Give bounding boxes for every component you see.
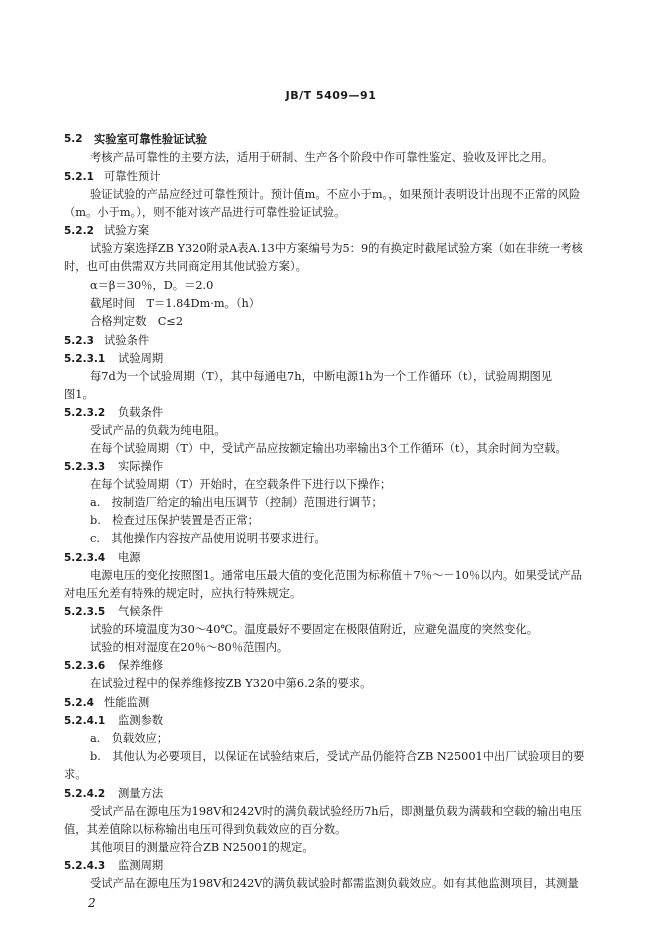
section-number: 5.2.3.5: [64, 606, 106, 618]
paragraph-line: 每7d为一个试验周期（T），其中每通电7h，中断电源1h为一个工作循环（t），试验周期图见: [90, 370, 553, 383]
paragraph-line: 验证试验的产品应经过可靠性预计。预计值m。不应小于m。，如果预计表明设计出现不正常的风险: [90, 188, 581, 201]
paragraph-line: 图1。: [64, 388, 94, 401]
section-title: 实际操作: [118, 460, 164, 473]
section-title: 气候条件: [118, 605, 164, 618]
section-number: 5.2.3.2: [64, 407, 106, 419]
list-item: b. 检查过压保护装置是否正常；: [90, 514, 259, 527]
page-number: 2: [88, 896, 96, 910]
formula-line: 截尾时间 T＝1.84Dm·m。（h）: [90, 297, 261, 310]
paragraph-line: （m。小于m。），则不能对该产品进行可靠性验证试验。: [64, 206, 346, 219]
section-number: 5.2.4: [64, 697, 94, 709]
paragraph-line: 试验的环境温度为30～40℃。温度最好不要固定在极限值附近，应避免温度的突然变化。: [90, 623, 539, 636]
section-number: 5.2.4.3: [64, 860, 106, 872]
section-title: 可靠性预计: [104, 170, 161, 183]
paragraph-line: 受试产品在源电压为198V和242V的满负载试验时都需监测负载效应。如有其他监测项目，其测量: [90, 877, 579, 890]
paragraph-line: 在每个试验周期（T）开始时，在空载条件下进行以下操作；: [90, 478, 392, 491]
paragraph-line: 试验的相对湿度在20％～80％范围内。: [90, 641, 289, 654]
section-title: 实验室可靠性验证试验: [94, 132, 207, 146]
section-title: 监测周期: [118, 859, 164, 872]
paragraph-line: 时，也可由供需双方共同商定用其他试验方案）。: [64, 260, 307, 273]
section-title: 保养维修: [118, 659, 164, 672]
paragraph-line: 求。: [64, 768, 87, 781]
list-item: a. 负载效应；: [90, 732, 169, 745]
section-number: 5.2.3.6: [64, 660, 106, 672]
paragraph-line: 考核产品可靠性的主要方法，适用于研制、生产各个阶段中作可靠性鉴定、验收及评比之用。: [90, 151, 554, 164]
section-title: 试验周期: [118, 352, 164, 365]
paragraph-line: 对电压允差有特殊的规定时，应执行特殊规定。: [64, 587, 302, 600]
paragraph-line: 在试验过程中的保养维修按ZB Y320中第6.2条的要求。: [90, 677, 372, 690]
paragraph-line: 在每个试验周期（T）中，受试产品应按额定输出功率输出3个工作循环（t），其余时间为空载。: [90, 442, 567, 455]
section-number: 5.2.3.1: [64, 353, 106, 365]
paragraph-line: 其他项目的测量应符合ZB N25001的规定。: [90, 841, 314, 854]
section-title: 负载条件: [118, 406, 164, 419]
section-title: 监测参数: [118, 714, 164, 727]
list-item: c. 其他操作内容按产品使用说明书要求进行。: [90, 532, 326, 545]
paragraph-line: 试验方案选择ZB Y320附录A表A.13中方案编号为5：9的有换定时截尾试验方案（如在非统一考核: [90, 242, 583, 255]
section-number: 5.2.3.3: [64, 461, 106, 473]
formula-line: α＝β＝30％，D。＝2.0: [90, 279, 214, 292]
paragraph-line: 受试产品的负载为纯电阻。: [90, 424, 226, 437]
paragraph-line: 受试产品在源电压为198V和242V时的满负载试验经历7h后，即测量负载为满载和空载的输出电压: [90, 805, 582, 818]
list-item: b. 其他认为必要项目，以保证在试验结束后，受试产品仍能符合ZB N25001中出厂试验项目的要: [90, 750, 585, 763]
section-number: 5.2.1: [64, 171, 94, 183]
paragraph-line: 电源电压的变化按照图1。通常电压最大值的变化范围为标称值＋7％～－10％以内。如果受试产品: [90, 569, 582, 582]
section-number: 5.2: [64, 133, 83, 145]
section-number: 5.2.4.1: [64, 715, 106, 727]
section-title: 测量方法: [118, 787, 164, 800]
section-number: 5.2.3.4: [64, 552, 106, 564]
section-title: 试验方案: [104, 224, 150, 237]
section-number: 5.2.3: [64, 335, 94, 347]
paragraph-line: 值，其差值除以标称输出电压可得到负载效应的百分数。: [64, 823, 347, 836]
section-title: 性能监测: [104, 696, 150, 709]
list-item: a. 按制造厂给定的输出电压调节（控制）范围进行调节；: [90, 496, 383, 509]
section-number: 5.2.4.2: [64, 788, 106, 800]
section-title: 电源: [118, 551, 141, 564]
section-number: 5.2.2: [64, 225, 94, 237]
section-title: 试验条件: [104, 334, 150, 347]
standard-code-header: JB/T 5409—91: [285, 89, 377, 102]
formula-line: 合格判定数 C≤2: [90, 315, 184, 328]
